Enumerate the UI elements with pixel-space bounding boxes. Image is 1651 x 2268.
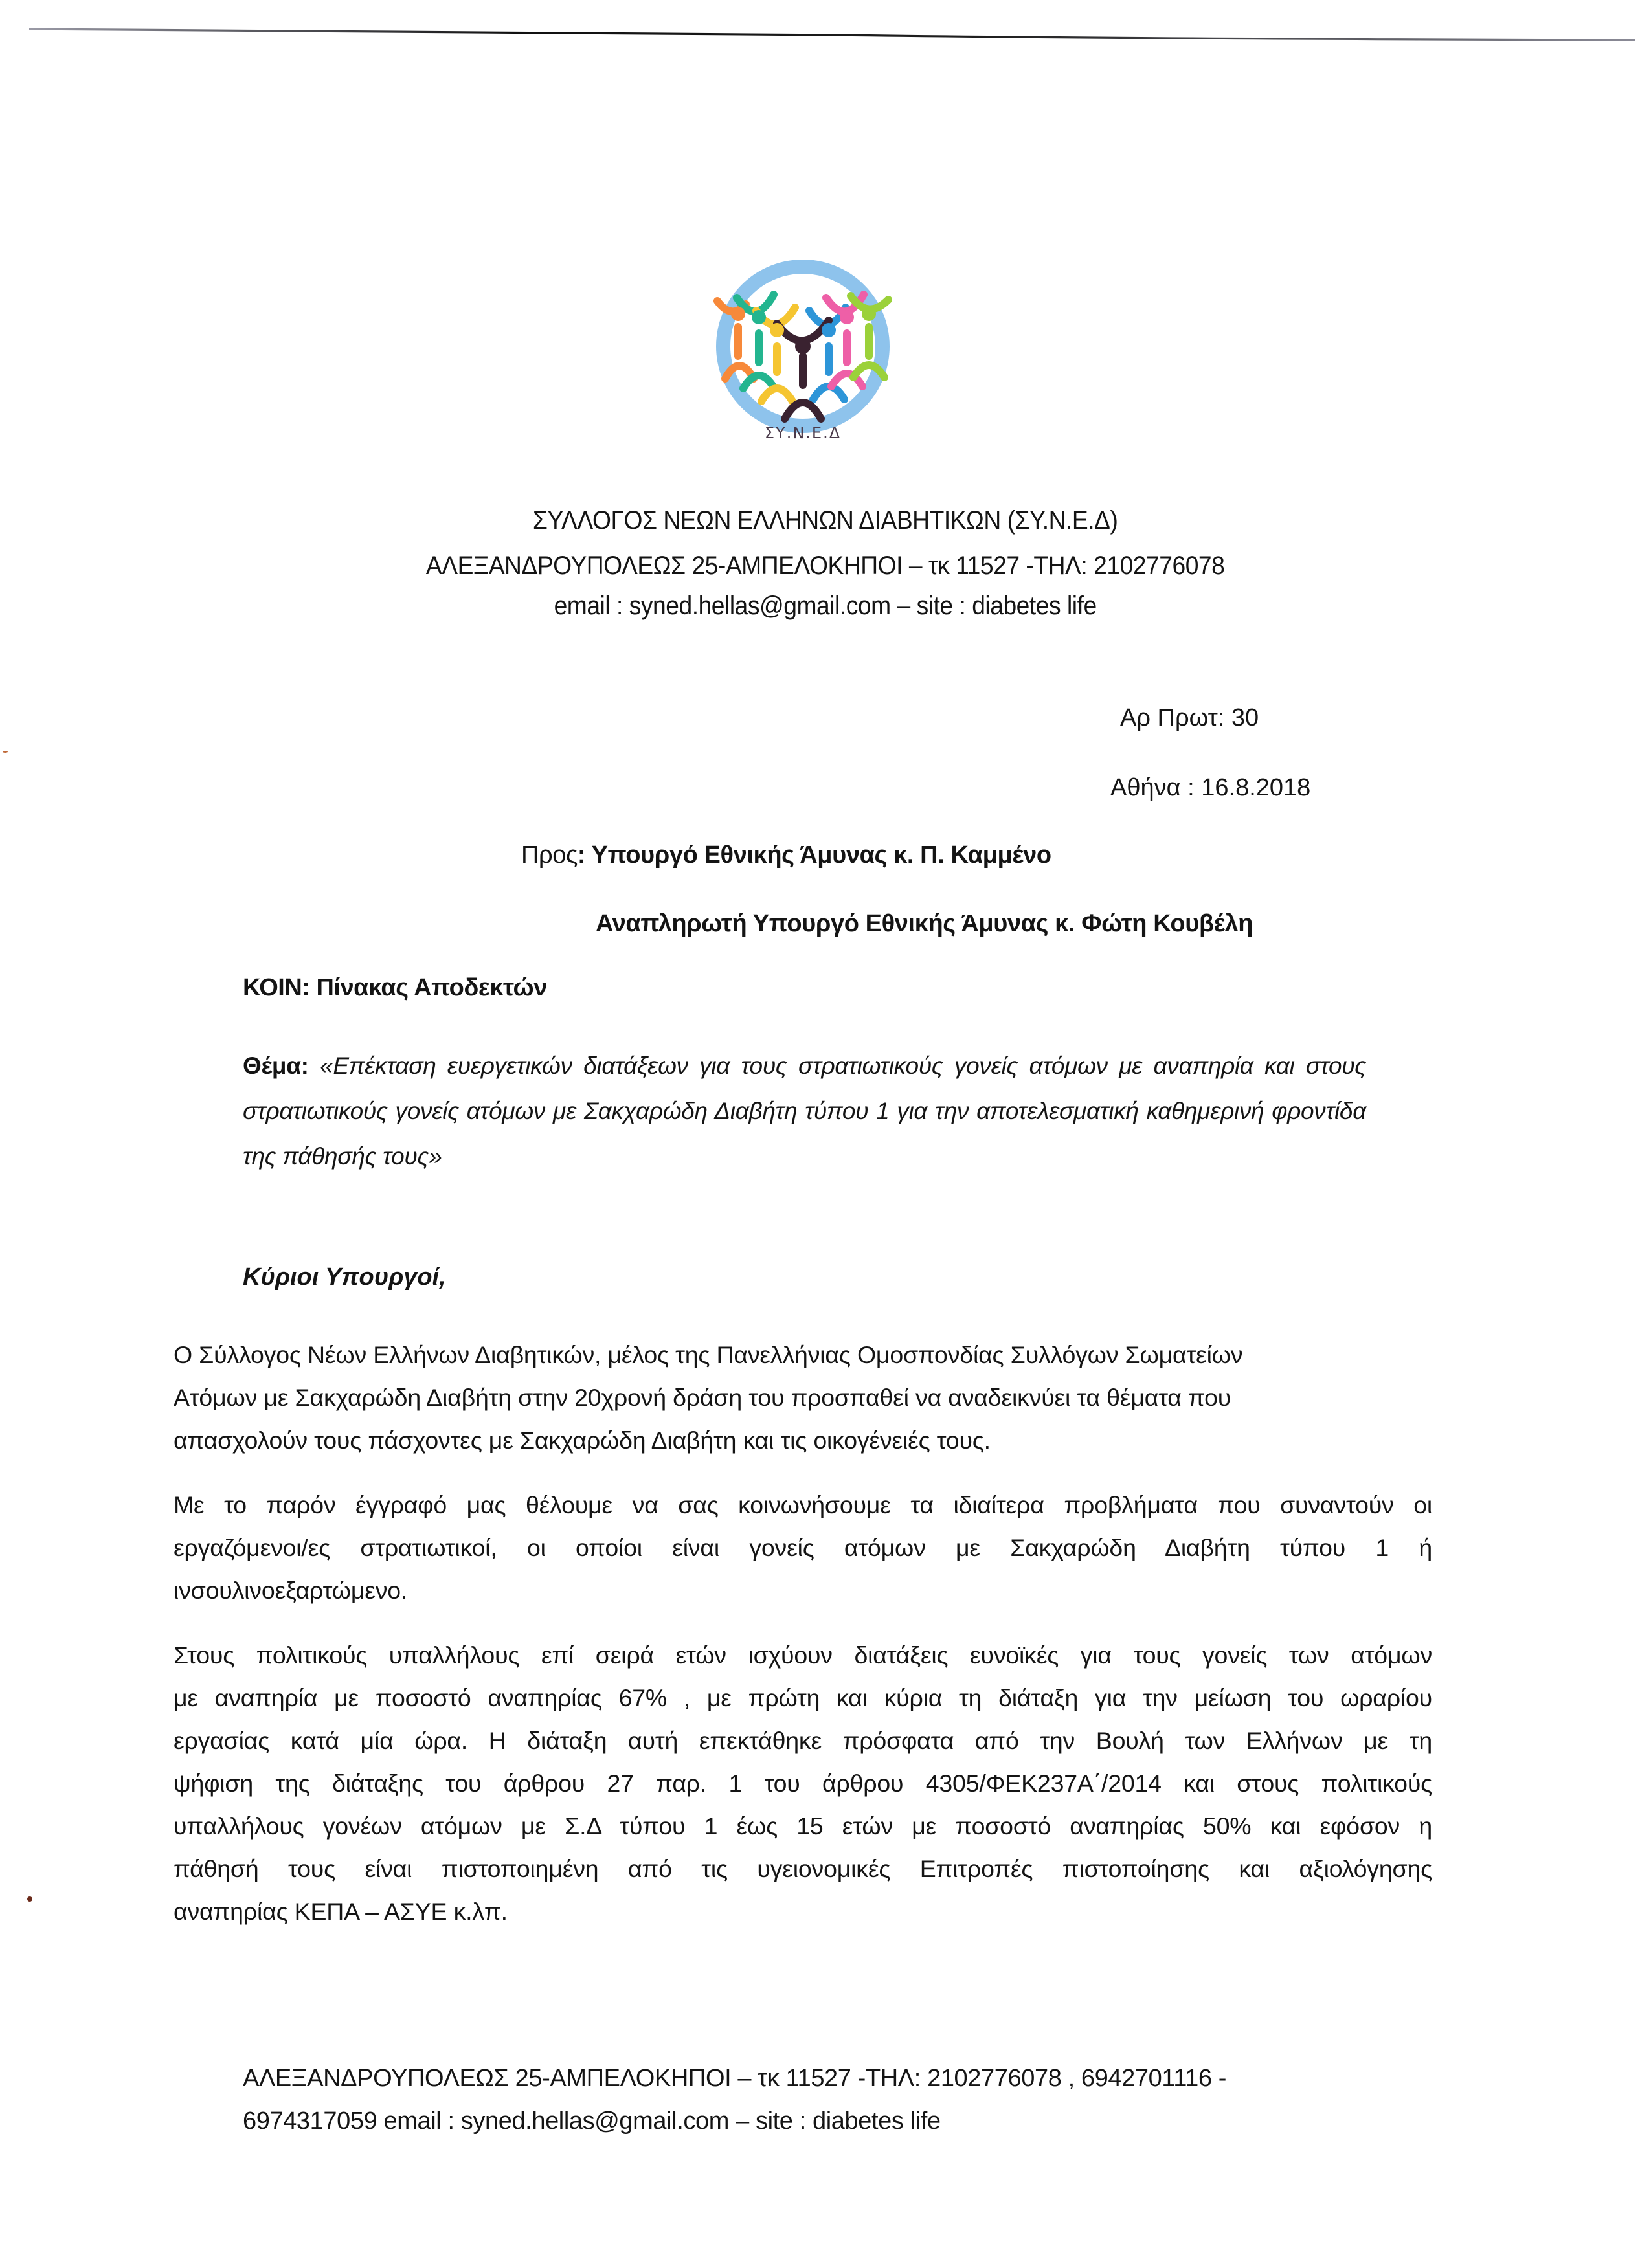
salutation: Κύριοι Υπουργοί, [243, 1263, 446, 1291]
paragraph-line: αναπηρίας ΚΕΠΑ – ΑΣΥΕ κ.λπ. [174, 1898, 508, 1925]
paragraph-line: Με το παρόν έγγραφό μας θέλουμε να σας κοινωνήσουμε τα ιδιαίτερα προβλήματα που συναντούν οι [174, 1491, 1432, 1518]
body-paragraph-1 [174, 1333, 1432, 1462]
to-minister: : Υπουργό Εθνικής Άμυνας κ. Π. Καμμένο [577, 841, 1051, 869]
paragraph-line: ψήφιση της διάταξης του άρθρου 27 παρ. 1 του άρθρου 4305/ΦΕΚ237Α΄/2014 και στους πολιτικούς [174, 1770, 1432, 1797]
paragraph-line: εργαζόμενοι/ες στρατιωτικοί, οι οποίοι είναι γονείς ατόμων με Σακχαρώδη Διαβήτη τύπου 1 ή [174, 1534, 1432, 1561]
cc-recipients: ΚΟΙΝ: Πίνακας Αποδεκτών [243, 974, 547, 1001]
subject-text: «Επέκταση ευεργετικών διατάξεων για τους στρατιωτικούς γονείς ατόμων με αναπηρία και στους στρατιωτικούς γονείς ατόμων με Σακχαρώδη Διαβήτη τύπου 1 για την αποτελεσματική καθημερινή φροντίδα της πάθησής τους» [243, 1052, 1366, 1170]
recipient-line-1 [521, 841, 1051, 869]
syned-logo [699, 249, 906, 443]
paragraph-line: Ο Σύλλογος Νέων Ελλήνων Διαβητικών, μέλος της Πανελλήνιας Ομοσπονδίας Συλλόγων Σωματείων [174, 1341, 1243, 1368]
footer-address: ΑΛΕΞΑΝΔΡΟΥΠΟΛΕΩΣ 25-ΑΜΠΕΛΟΚΗΠΟΙ – τκ 11527 -ΤΗΛ: 2102776078 , 6942701116 - [243, 2065, 1227, 2092]
body-paragraph-2 [174, 1484, 1432, 1612]
logo-caption: ΣΥ.Ν.Ε.Δ [764, 424, 842, 442]
paragraph-line: ινσουλινοεξαρτώμενο. [174, 1577, 408, 1604]
scan-line-artifact [26, 26, 1638, 45]
subject-label: Θέμα: [243, 1052, 309, 1079]
paragraph-line: με αναπηρία με ποσοστό αναπηρίας 67% , με πρώτη και κύρια τη διάταξη για την μείωση του ωραρίου [174, 1684, 1432, 1711]
scan-speck [3, 751, 8, 753]
org-name: ΣΥΛΛΟΓΟΣ ΝΕΩΝ ΕΛΛΗΝΩΝ ΔΙΑΒΗΤΙΚΩΝ (ΣΥ.Ν.Ε.Δ) [532, 506, 1118, 535]
place-date: Αθήνα : 16.8.2018 [1110, 774, 1311, 801]
recipient-line-2: Αναπληρωτή Υπουργό Εθνικής Άμυνας κ. Φώτη Κουβέλη [596, 910, 1253, 937]
body-paragraph-3 [174, 1634, 1432, 1933]
footer-contact: 6974317059 email : syned.hellas@gmail.com – site : diabetes life [243, 2107, 941, 2135]
paragraph-line: υπαλλήλους γονέων ατόμων με Σ.Δ τύπου 1 έως 15 ετών με ποσοστό αναπηρίας 50% και εφόσον η [174, 1812, 1432, 1840]
paragraph-line: Στους πολιτικούς υπαλλήλους επί σειρά ετών ισχύουν διατάξεις ευνοϊκές για τους γονείς των ατόμων [174, 1641, 1432, 1669]
paragraph-line: απασχολούν τους πάσχοντες με Σακχαρώδη Διαβήτη και τις οικογένειές τους. [174, 1427, 991, 1454]
subject [243, 1043, 1366, 1179]
protocol-number: Αρ Πρωτ: 30 [1120, 704, 1259, 731]
scan-speck [27, 1896, 32, 1902]
paragraph-line: πάθησή τους είναι πιστοποιημένη από τις υγειονομικές Επιτροπές πιστοποίησης και αξιολόγησης [174, 1855, 1432, 1882]
paragraph-line: εργασίας κατά μία ώρα. Η διάταξη αυτή επεκτάθηκε πρόσφατα από την Βουλή των Ελλήνων με τη [174, 1727, 1432, 1754]
page-footer [243, 2057, 1226, 2142]
paragraph-line: Ατόμων με Σακχαρώδη Διαβήτη στην 20χρονή δράση του προσπαθεί να αναδεικνύει τα θέματα που [174, 1384, 1231, 1411]
to-label: Προς [521, 841, 578, 869]
org-address: ΑΛΕΞΑΝΔΡΟΥΠΟΛΕΩΣ 25-ΑΜΠΕΛΟΚΗΠΟΙ – τκ 11527 -ΤΗΛ: 2102776078 [425, 551, 1225, 580]
org-contact: email : syned.hellas@gmail.com – site : diabetes life [554, 592, 1097, 620]
